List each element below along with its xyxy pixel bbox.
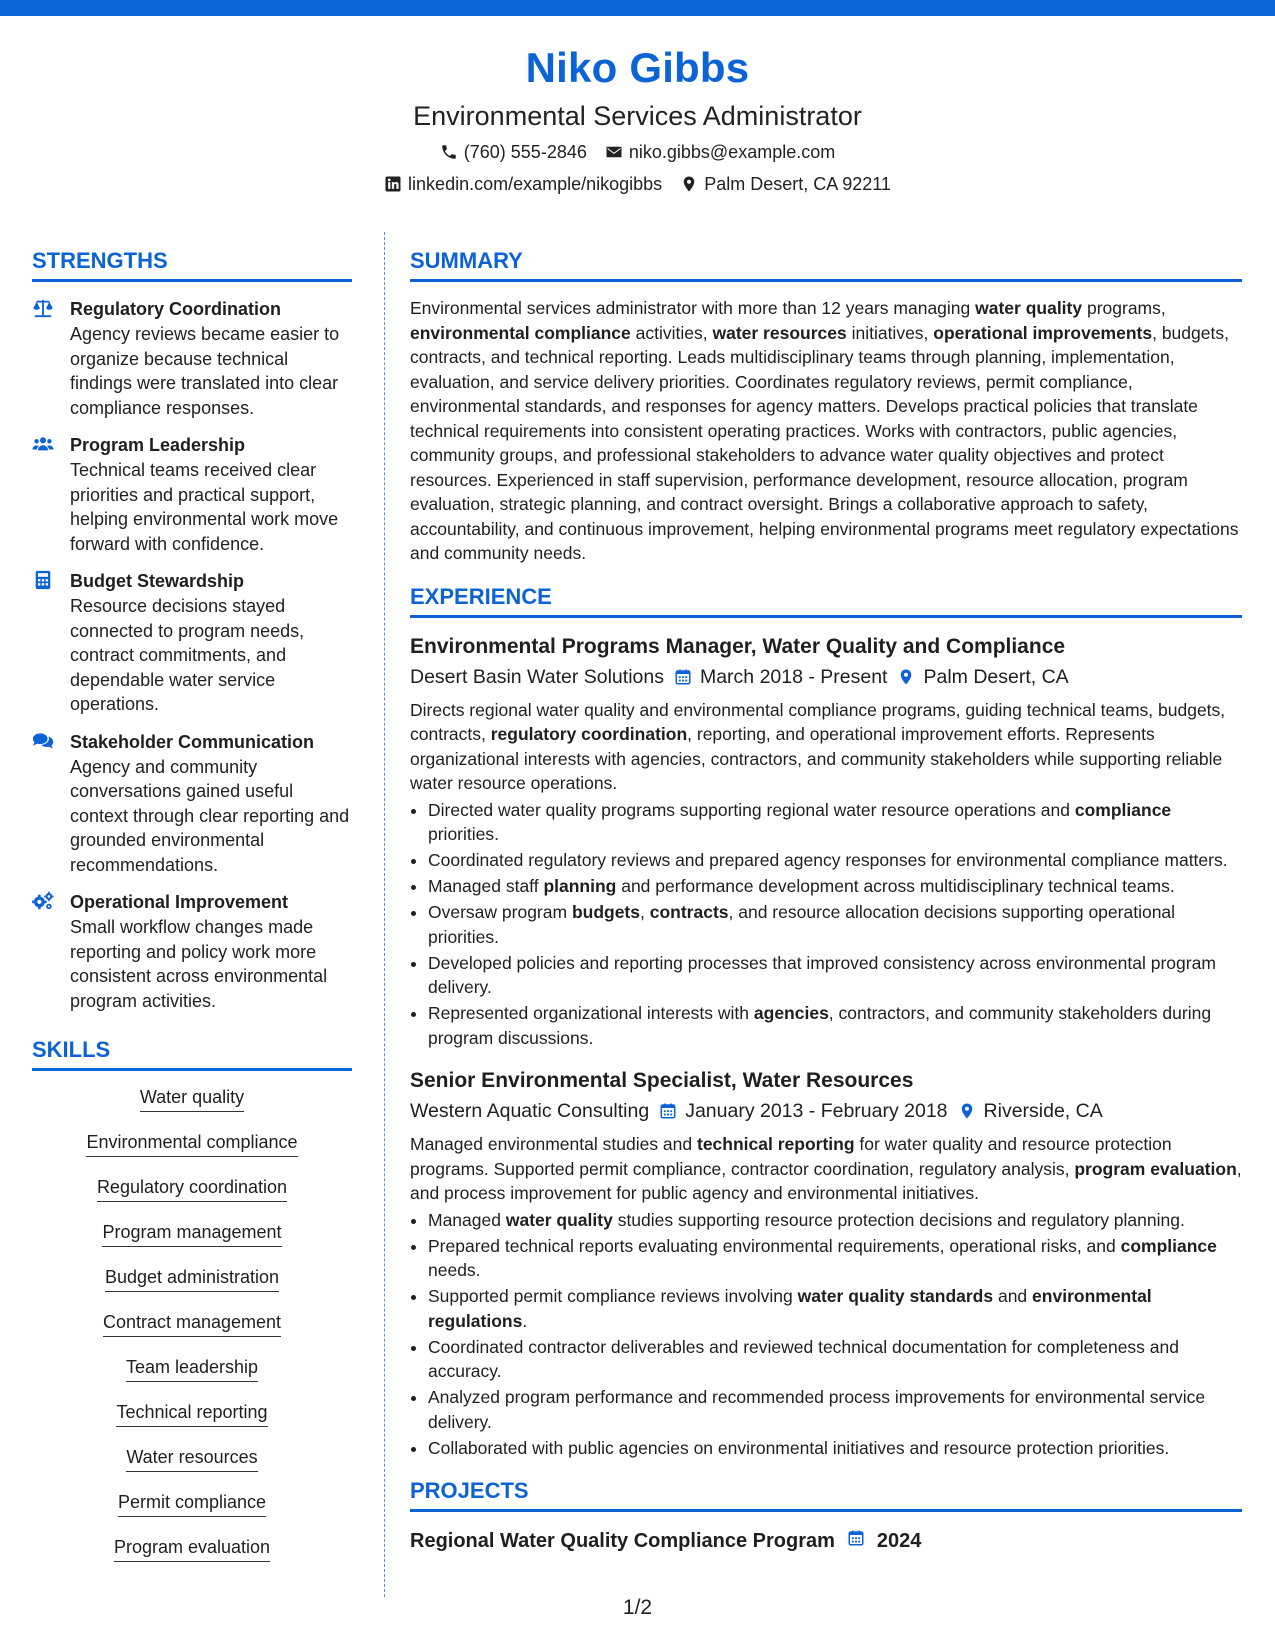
skill-item: Technical reporting xyxy=(116,1400,267,1427)
candidate-title: Environmental Services Administrator xyxy=(413,101,862,131)
location-text: Riverside, CA xyxy=(983,1100,1103,1122)
text-run: studies supporting resource protection decisions and regulatory planning. xyxy=(612,1209,1185,1230)
text-run: for water quality and resource protection programs. Supported permit compliance, contractor coordination, regulatory analysis, xyxy=(410,1134,1172,1179)
text-run: Directs regional water quality and environmental compliance programs, guiding technical teams, budgets, contracts, xyxy=(410,699,1226,744)
text-run: Oversaw program xyxy=(428,902,572,922)
strength-description: Resource decisions stayed connected to program needs, contract commitments, and dependable water service operations. xyxy=(70,596,305,714)
bold-keyword: environmental compliance xyxy=(410,322,631,343)
calculator-icon xyxy=(32,568,56,717)
text-run: Analyzed program performance and recommended process improvements for environmental service delivery. xyxy=(428,1387,1206,1432)
job-location xyxy=(958,1096,1103,1126)
text-run: priorities. xyxy=(428,824,499,844)
bullet-item xyxy=(428,848,1242,873)
text-run: needs. xyxy=(428,1260,481,1280)
map-pin-icon xyxy=(958,1102,976,1120)
text-run: programs, xyxy=(1082,298,1166,318)
location-contact xyxy=(680,170,891,198)
bullet-item xyxy=(428,1208,1242,1233)
text-run: and xyxy=(993,1286,1033,1306)
strength-title: Budget Stewardship xyxy=(70,571,245,591)
company-name: Desert Basin Water Solutions xyxy=(410,665,664,688)
strength-description: Agency reviews became easier to organize because technical findings were translated into clear compliance responses. xyxy=(70,324,340,418)
email-address[interactable]: niko.gibbs@example.com xyxy=(628,142,836,162)
map-pin-icon xyxy=(680,175,698,193)
strengths-heading: STRENGTHS xyxy=(32,246,352,282)
bold-keyword: regulatory coordination xyxy=(490,724,688,744)
map-pin-icon xyxy=(897,668,915,686)
project-year: 2024 xyxy=(876,1530,922,1552)
bullet-item xyxy=(428,951,1242,1000)
calendar-icon xyxy=(847,1526,865,1556)
job-location xyxy=(897,662,1068,692)
skill-item: Regulatory coordination xyxy=(97,1175,287,1202)
skills-heading: SKILLS xyxy=(32,1035,352,1071)
job-dates xyxy=(659,1096,947,1126)
job-meta xyxy=(410,662,1242,692)
experience-entry xyxy=(410,1066,1242,1460)
bullet-item xyxy=(428,900,1242,949)
comments-icon xyxy=(32,729,56,878)
calendar-icon xyxy=(659,1102,677,1120)
date-range: January 2013 - February 2018 xyxy=(685,1100,948,1122)
users-icon xyxy=(32,432,56,556)
bold-keyword: operational improvements xyxy=(933,322,1153,343)
text-run: Collaborated with public agencies on environmental initiatives and resource protection priorities. xyxy=(428,1437,1170,1458)
bold-keyword: compliance xyxy=(1074,799,1172,820)
resume-header xyxy=(0,40,1275,198)
contact-row-2 xyxy=(0,170,1275,198)
text-run: Managed environmental studies and xyxy=(410,1134,697,1154)
text-run: , and process improvement for public agency and environmental initiatives. xyxy=(410,1158,1242,1203)
strength-item xyxy=(32,432,352,556)
job-bullets xyxy=(410,1208,1242,1461)
bold-keyword: budgets xyxy=(571,902,640,922)
location-text: Palm Desert, CA xyxy=(923,665,1069,688)
bold-keyword: contracts xyxy=(649,902,729,922)
job-description xyxy=(410,1132,1242,1206)
text-run: Managed xyxy=(428,1209,506,1230)
project-entry xyxy=(410,1526,1242,1556)
bold-keyword: environmental regulations xyxy=(428,1286,1152,1331)
job-title: Senior Environmental Specialist, Water Resources xyxy=(410,1069,914,1092)
bullet-item xyxy=(428,1001,1242,1050)
contact-row-1 xyxy=(0,138,1275,166)
envelope-icon xyxy=(605,143,623,161)
job-title: Environmental Programs Manager, Water Quality and Compliance xyxy=(410,634,1066,658)
experience-heading: EXPERIENCE xyxy=(410,582,1242,618)
strength-title: Regulatory Coordination xyxy=(70,299,281,319)
date-range: March 2018 - Present xyxy=(699,665,888,688)
strength-description: Agency and community conversations gained useful context through clear reporting and grounded environmental recommendations. xyxy=(70,756,350,875)
email-contact[interactable] xyxy=(605,138,835,166)
text-run: Developed policies and reporting processes that improved consistency across environmental program delivery. xyxy=(428,952,1216,997)
skill-item: Water resources xyxy=(126,1445,257,1472)
top-accent-bar xyxy=(0,0,1275,16)
skill-item: Program management xyxy=(102,1220,281,1247)
skill-item: Permit compliance xyxy=(118,1490,266,1517)
text-run: , contractors, and community stakeholders during program discussions. xyxy=(428,1003,1212,1048)
bold-keyword: compliance xyxy=(1120,1235,1217,1256)
job-meta xyxy=(410,1096,1242,1126)
company-name: Western Aquatic Consulting xyxy=(410,1100,650,1122)
bold-keyword: water quality standards xyxy=(797,1286,994,1306)
project-title: Regional Water Quality Compliance Program xyxy=(410,1530,835,1552)
bullet-item xyxy=(428,1335,1242,1384)
candidate-name: Niko Gibbs xyxy=(525,44,750,91)
bold-keyword: technical reporting xyxy=(697,1134,855,1154)
skill-item: Team leadership xyxy=(126,1355,258,1382)
strength-item xyxy=(32,729,352,878)
job-description xyxy=(410,698,1242,796)
bold-keyword: water resources xyxy=(712,322,847,343)
bullet-item xyxy=(428,1436,1242,1461)
text-run: , reporting, and operational improvement efforts. Represents organizational interests with agencies, contractors, and community stakeholders while supporting reliable water resource operations. xyxy=(410,724,1223,793)
strength-item xyxy=(32,568,352,717)
phone-icon xyxy=(440,143,458,161)
right-column xyxy=(410,246,1242,1556)
projects-heading: PROJECTS xyxy=(410,1476,1242,1512)
linkedin-icon xyxy=(384,175,402,193)
strength-description: Small workflow changes made reporting and policy work more consistent across environmental program activities. xyxy=(70,917,328,1011)
text-run: and performance development across multidisciplinary technical teams. xyxy=(616,876,1175,896)
skills-list xyxy=(32,1085,352,1580)
experience-entry xyxy=(410,632,1242,1051)
text-run: Environmental services administrator with more than 12 years managing xyxy=(410,298,976,318)
bullet-item xyxy=(428,1284,1242,1333)
text-run: Coordinated contractor deliverables and reviewed technical documentation for completeness and accuracy. xyxy=(428,1336,1179,1381)
text-run: Managed staff xyxy=(428,876,544,896)
skill-item: Water quality xyxy=(140,1085,244,1112)
strength-title: Program Leadership xyxy=(70,435,246,455)
bold-keyword: agencies xyxy=(753,1003,829,1023)
text-run: Directed water quality programs supporting regional water resource operations and xyxy=(428,799,1075,820)
text-run: . xyxy=(522,1310,528,1331)
text-run: , and resource allocation decisions supporting operational priorities. xyxy=(428,902,1176,947)
text-run: Coordinated regulatory reviews and prepared agency responses for environmental compliance matters. xyxy=(428,850,1228,870)
phone-contact xyxy=(440,138,587,166)
strength-title: Operational Improvement xyxy=(70,892,289,912)
bold-keyword: program evaluation xyxy=(1074,1158,1237,1179)
bullet-item xyxy=(428,874,1242,899)
bullet-item xyxy=(428,798,1242,847)
summary-text xyxy=(410,296,1242,566)
strength-item xyxy=(32,889,352,1013)
bold-keyword: water quality xyxy=(975,298,1083,318)
text-run: Supported permit compliance reviews involving xyxy=(428,1286,798,1306)
left-column xyxy=(32,246,352,1580)
summary-heading: SUMMARY xyxy=(410,246,1242,282)
calendar-icon xyxy=(674,668,692,686)
skill-item: Budget administration xyxy=(105,1265,279,1292)
job-dates xyxy=(674,662,888,692)
strength-item xyxy=(32,296,352,420)
bullet-item xyxy=(428,1385,1242,1434)
phone-number: (760) 555-2846 xyxy=(463,142,587,162)
skill-item: Program evaluation xyxy=(114,1535,270,1562)
text-run: initiatives, xyxy=(846,322,934,343)
bold-keyword: water quality xyxy=(505,1209,613,1230)
scale-icon xyxy=(32,296,56,420)
skill-item: Environmental compliance xyxy=(86,1130,297,1157)
text-run: activities, xyxy=(630,322,713,343)
job-bullets xyxy=(410,798,1242,1051)
strength-title: Stakeholder Communication xyxy=(70,731,315,752)
text-run: Prepared technical reports evaluating environmental requirements, operational risks, and xyxy=(428,1235,1121,1256)
page-number: 1/2 xyxy=(622,1596,653,1619)
column-divider xyxy=(384,232,385,1597)
strength-description: Technical teams received clear priorities and practical support, helping environmental work move forward with confidence. xyxy=(70,460,339,554)
bullet-item xyxy=(428,1234,1242,1283)
text-run: , budgets, contracts, and technical reporting. Leads multidisciplinary teams through planning, implementation, evaluation, and service delivery priorities. Coordinates regulatory reviews, permit compliance, environmental standards, and responses for agency matters. Develops practical policies that translate technical requirements into consistent operating practices. Works with contractors, public agencies, community groups, and professional stakeholders to advance water quality objectives and protect resources. Experienced in staff supervision, performance development, resource allocation, program evaluation, strategic planning, and contract oversight. Brings a collaborative approach to safety, accountability, and continuous improvement, helping environmental programs meet regulatory expectations and community needs. xyxy=(410,322,1239,563)
text-run: Represented organizational interests with xyxy=(428,1003,754,1023)
bold-keyword: planning xyxy=(543,876,617,896)
gears-icon xyxy=(32,889,56,1013)
skill-item: Contract management xyxy=(103,1310,281,1337)
location-text: Palm Desert, CA 92211 xyxy=(704,174,891,194)
text-run: , xyxy=(640,902,650,922)
linkedin-contact[interactable] xyxy=(384,170,662,198)
linkedin-url[interactable]: linkedin.com/example/nikogibbs xyxy=(408,174,663,194)
